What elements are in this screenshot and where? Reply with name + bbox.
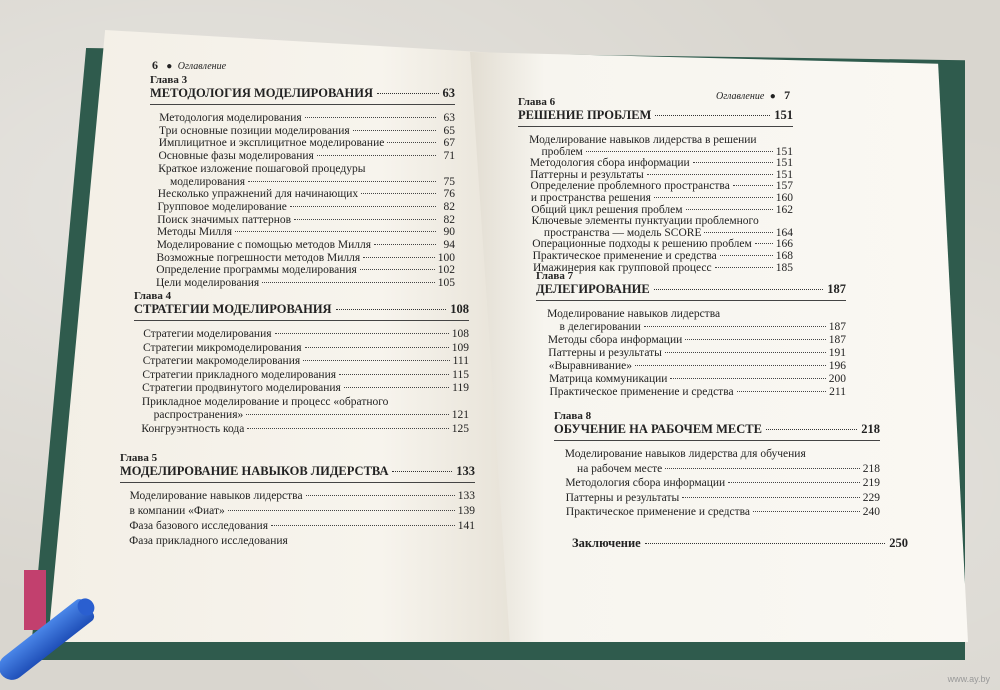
conclusion-page: 250: [889, 536, 908, 550]
toc-entry: [566, 506, 880, 518]
leader-dots: [635, 365, 826, 366]
toc-entry-page: 164: [775, 226, 793, 239]
toc-entry: [156, 252, 455, 264]
toc-entry: [565, 477, 880, 489]
leader-dots: [228, 510, 455, 511]
toc-entry: [531, 204, 793, 216]
toc-entry: [143, 328, 469, 340]
leader-dots: [654, 197, 773, 198]
chapter-title: [120, 464, 475, 479]
leader-dots: [682, 497, 859, 498]
toc-entry: [157, 214, 455, 226]
chapter-title-text: ДЕЛЕГИРОВАНИЕ: [536, 282, 650, 296]
leader-dots: [248, 181, 436, 182]
toc-entry-page: 162: [775, 203, 793, 216]
leader-dots: [645, 543, 886, 544]
toc-entry-page: 187: [828, 321, 846, 333]
toc-entry-title: Методология сбора информации: [565, 477, 726, 489]
toc-entry: [560, 321, 846, 333]
toc-entry-title: в компании «Фиат»: [129, 505, 225, 517]
chapter-title: [150, 86, 455, 101]
toc-entry-title: моделирования: [169, 175, 245, 188]
toc-entry: [541, 146, 793, 158]
leader-dots: [586, 151, 773, 152]
toc-entry-page: 218: [862, 462, 880, 475]
chapter-title: [134, 302, 469, 317]
toc-entry: [530, 169, 793, 181]
toc-entry: [544, 227, 793, 239]
left-page-header: 6 ● Оглавление: [152, 58, 227, 72]
toc-entry: [143, 355, 469, 367]
leader-dots: [271, 525, 455, 526]
leader-dots: [755, 243, 773, 244]
leader-dots: [728, 482, 860, 483]
chapter-page: 108: [450, 302, 469, 316]
toc-entry: [157, 201, 455, 213]
toc-entry: [129, 520, 475, 532]
toc-entry-title: Определение программы моделирования: [156, 264, 357, 277]
toc-entry-page: 125: [451, 422, 469, 435]
toc-entry: [170, 176, 455, 188]
toc-entry: [130, 490, 475, 502]
leader-dots: [262, 282, 435, 283]
leader-dots: [655, 115, 770, 116]
left-page-number: 6: [152, 58, 158, 72]
toc-entry-page: 187: [828, 334, 846, 346]
toc-entry-page: 219: [862, 477, 880, 489]
conclusion-title: Заключение: [572, 536, 641, 550]
toc-entry-title: и пространства решения: [530, 192, 651, 204]
toc-entry: [566, 492, 880, 504]
toc-entry-title: Практическое применение и средства: [532, 250, 717, 262]
toc-entry-title: Паттерны и результаты: [548, 347, 662, 359]
toc-entry: [532, 238, 793, 250]
leader-dots: [647, 174, 773, 175]
chapter-title-text: МЕТОДОЛОГИЯ МОДЕЛИРОВАНИЯ: [150, 86, 374, 100]
toc-entry-page: 200: [828, 373, 846, 385]
toc-entry: [533, 250, 793, 262]
toc-entry-title: Матрица коммуникации: [549, 373, 668, 385]
toc-entry-title: Стратегии микромоделирования: [142, 341, 302, 354]
chapter-rule: [518, 126, 793, 127]
toc-entry-page: 151: [775, 145, 793, 158]
toc-entry: [142, 369, 469, 381]
toc-entry: [158, 163, 455, 175]
toc-entry: [548, 347, 846, 359]
toc-entry: [549, 373, 846, 385]
leader-dots: [685, 339, 825, 340]
chapter-page: 151: [774, 108, 793, 122]
toc-entry-title: пространства — модель SCORE: [543, 226, 702, 239]
toc-entry-title: распространения»: [153, 409, 244, 421]
toc-entry: [530, 157, 793, 169]
toc-entry-page: 82: [443, 200, 455, 213]
toc-entry-page: 67: [443, 137, 455, 150]
leader-dots: [670, 378, 825, 379]
leader-dots: [235, 231, 436, 232]
toc-entry: [129, 505, 475, 517]
toc-entry: [142, 382, 469, 394]
toc-entry: [156, 264, 455, 276]
toc-entry-page: 229: [862, 491, 880, 504]
chapter-label: Глава 8: [554, 410, 592, 422]
toc-entry: [549, 360, 846, 372]
chapter-label: Глава 3: [150, 74, 188, 86]
toc-entry-page: 151: [775, 157, 793, 170]
leader-dots: [363, 257, 435, 258]
toc-entry-page: 75: [443, 175, 455, 188]
leader-dots: [361, 193, 436, 194]
toc-entry-title: Стратегии продвинутого моделирования: [142, 382, 341, 394]
leader-dots: [374, 244, 436, 245]
chapter-page: 63: [442, 86, 455, 100]
toc-entry: [548, 334, 846, 346]
toc-entry-page: 121: [451, 409, 469, 421]
toc-entry-title: Моделирование навыков лидерства для обучения: [564, 448, 806, 460]
toc-entry-title: Общий цикл решения проблем: [531, 203, 683, 216]
toc-entry: [159, 137, 455, 149]
toc-entry-title: Поиск значимых паттернов: [157, 213, 292, 226]
leader-dots: [317, 155, 436, 156]
toc-entry-title: Методы Милля: [156, 226, 233, 239]
toc-entry-page: 63: [443, 112, 455, 124]
toc-entry-page: 119: [452, 382, 469, 394]
right-header-text: Оглавление: [716, 91, 765, 102]
toc-entry-page: 141: [457, 520, 475, 532]
toc-entry-title: Имажинерия как групповой процесс: [532, 261, 712, 274]
toc-entry-title: Имплицитное и эксплицитное моделирование: [158, 137, 385, 150]
toc-entry-page: 168: [775, 250, 793, 262]
toc-entry-title: Фаза базового исследования: [129, 520, 268, 532]
toc-entry-page: 90: [443, 226, 455, 239]
leader-dots: [275, 333, 449, 334]
toc-entry: [154, 409, 469, 421]
toc-entry-page: 111: [452, 355, 469, 367]
leader-dots: [654, 289, 824, 290]
leader-dots: [246, 414, 448, 415]
left-header-text: Оглавление: [177, 61, 227, 72]
toc-entry-page: 157: [775, 180, 793, 193]
toc-entry: [549, 386, 846, 398]
toc-entry-title: Моделирование навыков лидерства: [129, 490, 303, 502]
toc-entry: [532, 215, 793, 227]
right-page-header: Оглавление ● 7: [716, 88, 791, 102]
toc-entry-page: 240: [862, 506, 880, 518]
toc-entry-title: Краткое изложение пошаговой процедуры: [158, 162, 366, 175]
toc-entry-title: Моделирование навыков лидерства: [547, 308, 721, 320]
toc-entry-title: Фаза прикладного исследования: [129, 535, 288, 547]
toc-entry-title: Паттерны и результаты: [530, 168, 644, 181]
toc-entry-title: Практическое применение и средства: [565, 506, 751, 518]
toc-entry-title: Стратегии макромоделирования: [142, 355, 301, 367]
toc-entry-page: 185: [775, 261, 793, 274]
chapter-title: [536, 282, 846, 297]
toc-entry-title: «Выравнивание»: [548, 360, 632, 372]
leader-dots: [387, 142, 436, 143]
toc-entry-page: 102: [437, 264, 455, 277]
toc-entry: [531, 192, 793, 204]
chapter-page: 218: [861, 422, 880, 436]
toc-entry: [156, 277, 455, 289]
toc-entry-title: Паттерны и результаты: [565, 491, 680, 504]
chapter-label: Глава 6: [518, 96, 556, 108]
leader-dots: [686, 209, 773, 210]
toc-entry-title: Возможные погрешности методов Милля: [156, 251, 361, 264]
toc-entry: [158, 188, 455, 200]
toc-entry-page: 160: [775, 192, 793, 204]
toc-entry-page: 191: [828, 347, 846, 359]
toc-entry-title: Конгруэнтность кода: [141, 422, 245, 435]
toc-entry-title: Методология сбора информации: [529, 157, 690, 170]
chapter-title-text: СТРАТЕГИИ МОДЕЛИРОВАНИЯ: [134, 302, 332, 316]
chapter-title-text: РЕШЕНИЕ ПРОБЛЕМ: [518, 108, 652, 122]
toc-entry-title: Цели моделирования: [155, 277, 260, 290]
toc-entry-title: Три основные позиции моделирования: [158, 124, 350, 137]
toc-entry-title: Ключевые элементы пунктуации проблемного: [531, 215, 759, 228]
toc-entry-title: Моделирование с помощью методов Милля: [156, 239, 372, 251]
toc-entry-page: 108: [451, 328, 469, 340]
leader-dots: [303, 360, 449, 361]
toc-entry-title: Прикладное моделирование и процесс «обратного: [141, 395, 389, 408]
toc-entry-page: 139: [457, 505, 475, 517]
toc-entry-title: проблем: [541, 145, 583, 158]
toc-entry: [142, 396, 469, 408]
leader-dots: [720, 255, 773, 256]
leader-dots: [704, 232, 772, 233]
conclusion-entry: [572, 536, 908, 551]
leader-dots: [344, 387, 449, 388]
toc-entry-page: 94: [443, 239, 455, 251]
toc-entry-page: 65: [443, 124, 455, 137]
leader-dots: [737, 391, 827, 392]
toc-entry: [129, 535, 475, 547]
toc-entry: [159, 112, 455, 124]
chapter-title-text: МОДЕЛИРОВАНИЕ НАВЫКОВ ЛИДЕРСТВА: [120, 464, 389, 478]
toc-entry: [577, 463, 880, 475]
toc-entry: [547, 308, 846, 320]
leader-dots: [392, 471, 452, 472]
right-page-number: 7: [784, 88, 791, 102]
leader-dots: [377, 93, 438, 94]
chapter-rule: [120, 482, 475, 483]
leader-dots: [665, 352, 826, 353]
chapter-title: [554, 422, 880, 437]
leader-dots: [305, 117, 436, 118]
toc-entry-title: в делегировании: [559, 321, 641, 333]
chapter-rule: [536, 300, 846, 301]
toc-entry-page: 166: [775, 238, 793, 251]
leader-dots: [753, 511, 860, 512]
toc-entry: [143, 342, 469, 354]
chapter-rule: [554, 440, 880, 441]
leader-dots: [339, 374, 449, 375]
toc-entry-title: Несколько упражнений для начинающих: [157, 188, 359, 201]
toc-entry: [565, 448, 880, 460]
toc-entry-title: Групповое моделирование: [157, 200, 287, 213]
toc-entry-title: Определение проблемного пространства: [530, 180, 730, 193]
leader-dots: [294, 219, 436, 220]
toc-entry: [529, 134, 793, 146]
chapter-label: Глава 7: [536, 270, 574, 282]
leader-dots: [715, 267, 773, 268]
toc-entry: [157, 226, 455, 238]
leader-dots: [766, 429, 857, 430]
chapter-page: 133: [456, 464, 475, 478]
chapter-title-text: ОБУЧЕНИЕ НА РАБОЧЕМ МЕСТЕ: [554, 422, 762, 436]
leader-dots: [360, 269, 435, 270]
chapter-label: Глава 5: [120, 452, 158, 464]
chapter-rule: [134, 320, 469, 321]
watermark: www.ay.by: [947, 674, 990, 684]
leader-dots: [733, 185, 773, 186]
toc-entry-page: 133: [457, 490, 475, 502]
chapter-rule: [150, 104, 455, 105]
toc-entry-title: Стратегии прикладного моделирования: [142, 368, 337, 381]
toc-entry-page: 100: [437, 251, 455, 264]
toc-entry-page: 105: [437, 277, 455, 290]
leader-dots: [353, 130, 436, 131]
toc-entry: [158, 150, 455, 162]
toc-entry-page: 71: [443, 150, 455, 163]
toc-entry-page: 115: [452, 368, 469, 381]
chapter-label: Глава 4: [134, 290, 172, 302]
toc-entry-title: Основные фазы моделирования: [158, 150, 314, 163]
leader-dots: [247, 428, 448, 429]
toc-entry-page: 109: [451, 341, 469, 354]
toc-entry-title: Практическое применение и средства: [549, 386, 734, 398]
toc-entry-title: на рабочем месте: [577, 462, 663, 475]
leader-dots: [305, 347, 449, 348]
chapter-page: 187: [827, 282, 846, 296]
toc-entry-title: Методология моделирования: [159, 112, 302, 124]
leader-dots: [665, 468, 859, 469]
book-spine-accent: [24, 570, 46, 630]
toc-entry: [531, 180, 793, 192]
toc-entry-page: 211: [829, 386, 846, 398]
leader-dots: [693, 162, 773, 163]
toc-entry-title: Операционные подходы к решению проблем: [532, 238, 752, 251]
toc-entry-title: Стратегии моделирования: [143, 328, 272, 340]
leader-dots: [336, 309, 447, 310]
toc-entry-page: 151: [775, 168, 793, 181]
leader-dots: [290, 206, 436, 207]
toc-entry-page: 82: [443, 213, 455, 226]
toc-entry: [157, 239, 455, 251]
toc-entry-page: 76: [443, 188, 455, 201]
toc-entry: [159, 125, 455, 137]
toc-entry-title: Методы сбора информации: [547, 334, 683, 346]
toc-entry: [141, 423, 469, 435]
toc-entry-page: 196: [828, 360, 846, 372]
leader-dots: [306, 495, 455, 496]
chapter-title: [518, 108, 793, 123]
toc-entry-title: Моделирование навыков лидерства в решении: [529, 134, 757, 146]
leader-dots: [644, 326, 826, 327]
